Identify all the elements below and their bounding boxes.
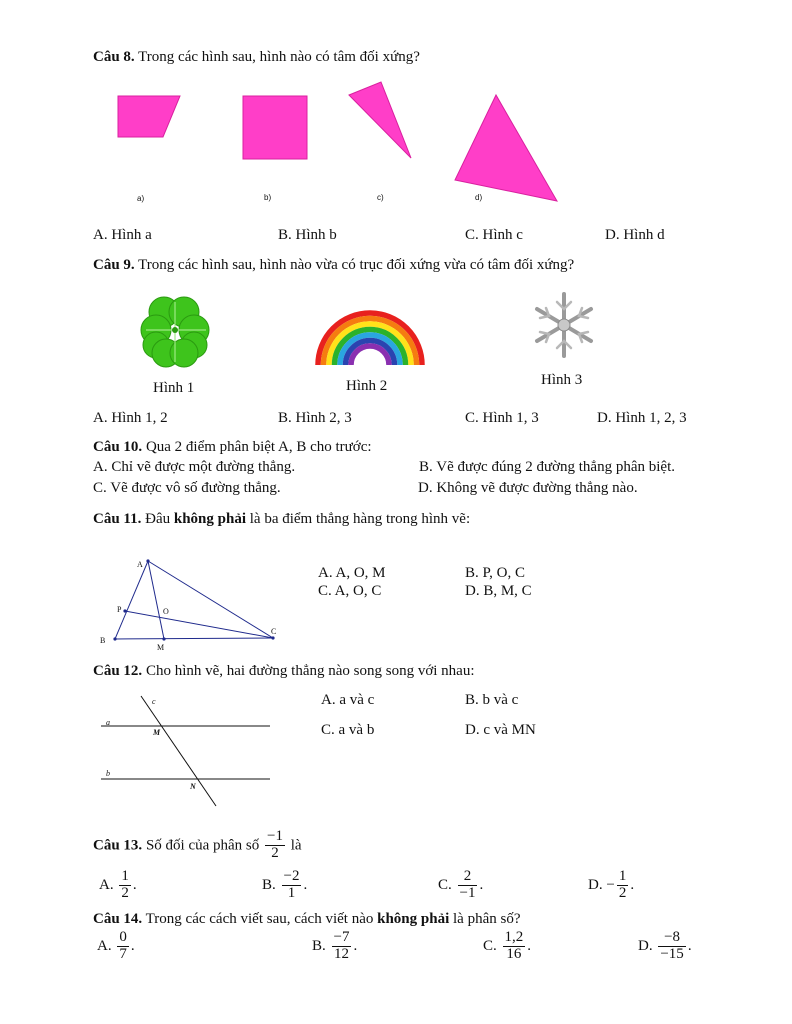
q12-option-a[interactable]: A. a và c [321, 692, 375, 708]
q12-option-b[interactable]: B. b và c [465, 692, 519, 708]
option-letter: D. [638, 937, 653, 954]
q9-caption-2: Hình 2 [346, 378, 388, 394]
q9-caption-1: Hình 1 [153, 380, 195, 396]
option-letter: C. [438, 876, 452, 893]
line-label-b: b [106, 769, 110, 778]
fraction-denominator: 1 [287, 884, 296, 901]
q8-option-c[interactable]: C. Hình c [465, 227, 523, 243]
option-letter: D. [588, 876, 603, 893]
q10-option-c[interactable]: C. Vẽ được vô số đường thẳng. [93, 480, 281, 496]
question-8-number: Câu 8. [93, 49, 135, 65]
question-10-text: Qua 2 điểm phân biệt A, B cho trước: [142, 439, 372, 455]
q10-option-a[interactable]: A. Chỉ vẽ được một đường thẳng. [93, 459, 296, 475]
question-9-text: Trong các hình sau, hình nào vừa có trục đối xứng vừa có tâm đối xứng? [134, 257, 575, 273]
point-label-m2: M [153, 728, 161, 737]
question-14-text-bold: không phải [377, 911, 450, 927]
q12-option-c[interactable]: C. a và b [321, 722, 375, 738]
option-fraction [503, 930, 526, 963]
question-14-text-post: là phân số? [449, 911, 521, 927]
line-label-c: c [152, 697, 156, 706]
point-label-a: A [137, 560, 143, 569]
option-letter: C. [483, 937, 497, 954]
fraction-denominator: 2 [618, 884, 627, 901]
question-9-number: Câu 9. [93, 257, 135, 273]
question-11-text-post: là ba điểm thẳng hàng trong hình vẽ: [246, 511, 471, 527]
point-label-n: N [190, 782, 196, 791]
point-label-m: M [157, 643, 165, 652]
q8-option-a[interactable]: A. Hình a [93, 227, 152, 243]
option-fraction [458, 869, 478, 902]
option-letter: A. [97, 937, 112, 954]
question-13-number: Câu 13. [93, 837, 143, 854]
point-label-p: P [117, 605, 122, 614]
fraction-denominator: −1 [459, 884, 476, 901]
option-letter: A. [99, 876, 114, 893]
q13-option-a[interactable]: A. $\frac{1}{2}$ . [99, 868, 137, 901]
point-label-o: O [163, 607, 169, 616]
option-letter: B. [262, 876, 276, 893]
fraction-numerator: 1,2 [504, 929, 524, 945]
q8-option-b[interactable]: B. Hình b [278, 227, 337, 243]
question-14-stem [93, 911, 520, 928]
q11-option-b[interactable]: B. P, O, C [465, 565, 526, 581]
fraction-denominator: 16 [506, 945, 522, 962]
q9-option-d[interactable]: D. Hình 1, 2, 3 [597, 410, 687, 426]
caption-d: d) [475, 193, 483, 202]
question-10-number: Câu 10. [93, 439, 143, 455]
q14-option-c[interactable]: C. $\frac{1,2}{16}$ . [483, 929, 532, 962]
line-label-a: a [106, 718, 110, 727]
question-13-fraction [265, 829, 285, 862]
fraction-denominator: 12 [334, 945, 349, 962]
point-label-c: C [271, 627, 277, 636]
question-13-text-post: là [290, 837, 302, 854]
question-14-number: Câu 14. [93, 911, 143, 927]
point-label-b: B [100, 636, 106, 645]
fraction-numerator: −7 [333, 929, 350, 945]
q13-option-d[interactable]: D. − $\frac{1}{2}$ . [588, 868, 635, 901]
q11-option-d[interactable]: D. B, M, C [465, 583, 532, 599]
fraction-numerator: −8 [658, 930, 685, 947]
question-11-number: Câu 11. [93, 511, 142, 527]
fraction-denominator: 2 [271, 844, 279, 861]
q9-option-b[interactable]: B. Hình 2, 3 [278, 410, 352, 426]
q13-option-c[interactable]: C. $\frac{2}{-1}$ . [438, 868, 484, 901]
fraction-denominator: 2 [121, 884, 129, 901]
question-8-text: Trong các hình sau, hình nào có tâm đối xứng? [134, 49, 420, 65]
q14-option-d[interactable]: D. $\frac{-8}{-15}$ . [638, 929, 692, 962]
fraction-numerator: −2 [283, 868, 300, 884]
question-13-stem [93, 829, 302, 862]
fraction-denominator: 7 [119, 945, 127, 962]
q10-option-b[interactable]: B. Vẽ được đúng 2 đường thẳng phân biệt. [419, 459, 675, 475]
q12-option-d[interactable]: D. c và MN [465, 722, 536, 738]
option-fraction [117, 930, 129, 963]
question-11-text-pre: Đâu [141, 511, 174, 527]
option-fraction [658, 930, 685, 963]
caption-c: c) [377, 193, 384, 202]
fraction-numerator: 2 [458, 869, 478, 886]
question-13-text: Số đối của phân số [142, 837, 260, 854]
q14-option-b[interactable]: B. $\frac{-7}{12}$ . [312, 929, 358, 962]
fraction-numerator: 1 [121, 868, 129, 884]
question-14-text-pre: Trong các cách viết sau, cách viết nào [142, 911, 378, 927]
caption-b: b) [264, 193, 272, 202]
fraction-denominator: −15 [660, 945, 684, 962]
question-11-text-bold: không phải [173, 511, 246, 527]
option-fraction [119, 869, 131, 902]
q8-option-d[interactable]: D. Hình d [605, 227, 665, 243]
q11-option-a[interactable]: A. A, O, M [318, 565, 386, 581]
q13-option-b[interactable]: B. $\frac{-2}{1}$ . [262, 868, 308, 901]
caption-a: a) [137, 194, 145, 203]
option-sign: − [606, 876, 615, 893]
option-fraction [617, 869, 629, 902]
option-letter: B. [312, 937, 326, 954]
option-fraction [282, 869, 302, 902]
q9-option-c[interactable]: C. Hình 1, 3 [465, 410, 539, 426]
q9-caption-3: Hình 3 [541, 372, 583, 388]
q10-option-d[interactable]: D. Không vẽ được đường thẳng nào. [418, 480, 638, 496]
q9-option-a[interactable]: A. Hình 1, 2 [93, 410, 168, 426]
q11-option-c[interactable]: C. A, O, C [318, 583, 382, 599]
fraction-numerator: 0 [119, 929, 127, 945]
q14-option-a[interactable]: A. $\frac{0}{7}$ . [97, 929, 135, 962]
option-fraction [332, 930, 352, 963]
question-12-text: Cho hình vẽ, hai đường thẳng nào song song với nhau: [142, 663, 475, 679]
fraction-numerator: −1 [267, 828, 283, 844]
question-12-number: Câu 12. [93, 663, 143, 679]
fraction-numerator: 1 [618, 868, 627, 884]
